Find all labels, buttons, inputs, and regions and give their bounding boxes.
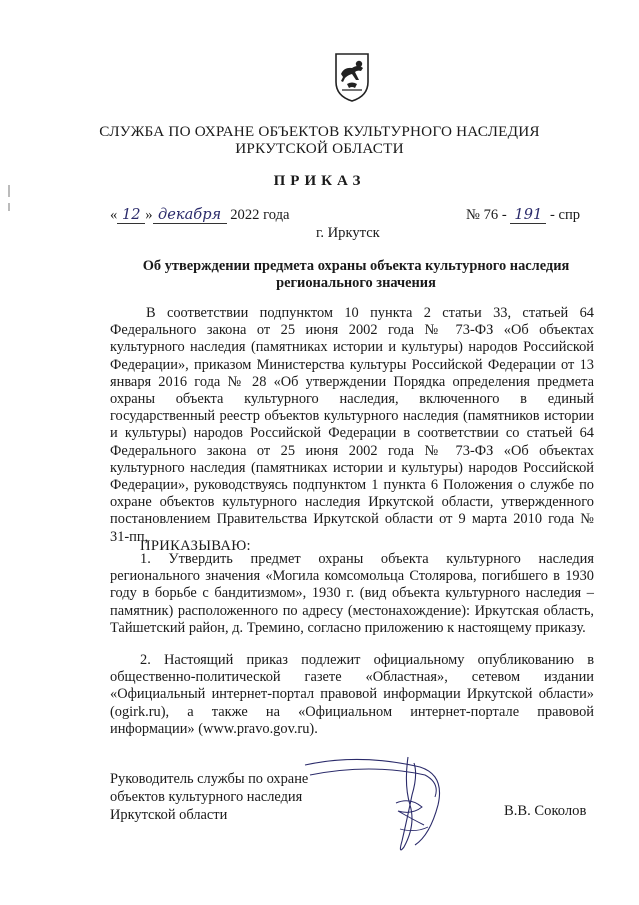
- document-number: [466, 206, 580, 224]
- title-line2: регионального значения: [276, 275, 436, 291]
- document-title: [0, 258, 639, 292]
- position-line2: объектов культурного наследия: [110, 789, 303, 805]
- position-line1: Руководитель службы по охране: [110, 771, 309, 787]
- order-directive: ПРИКАЗЫВАЮ:: [140, 538, 251, 554]
- number-suffix: - спр: [550, 207, 581, 223]
- date-open-quote: «: [110, 207, 118, 223]
- signer-name: В.В. Соколов: [504, 803, 587, 819]
- title-line1: Об утверждении предмета охраны объекта культурного наследия: [142, 258, 570, 274]
- date-day: 12: [117, 206, 145, 224]
- handwritten-signature-icon: [300, 745, 450, 860]
- margin-mark: [8, 203, 10, 211]
- date-month: декабря: [153, 206, 227, 224]
- document-type: ПРИКАЗ: [273, 173, 366, 189]
- document-date: [110, 206, 290, 224]
- order-item-2: 2. Настоящий приказ подлежит официальному опубликованию в общественно-политической газете «Областная», сетевом издании «Официальный интернет-портал правовой информации Иркутской области» (ogirk.ru), а также на «Официальном интернет-портале правовой информации» (www.pravo.gov.ru).: [110, 652, 594, 737]
- irkutsk-coat-of-arms-icon: [330, 50, 374, 104]
- number-prefix: № 76 -: [466, 207, 507, 223]
- document-city: г. Иркутск: [316, 225, 380, 241]
- position-line3: Иркутской области: [110, 807, 228, 823]
- date-year: 2022 года: [230, 207, 290, 223]
- agency-name-line1: СЛУЖБА ПО ОХРАНЕ ОБЪЕКТОВ КУЛЬТУРНОГО НАСЛЕДИЯ: [99, 123, 540, 140]
- preamble-paragraph: В соответствии подпунктом 10 пункта 2 статьи 33, статьей 64 Федерального закона от 25 июня 2002 года № 73-ФЗ «Об объектах культурного наследия (памятниках истории и культуры) народов Российской Федерации», приказом Министерства культуры Российской Федерации от 13 января 2016 года № 28 «Об утверждении Порядка определения предмета охраны объекта культурного наследия, включенного в единый государственный реестр объектов культурного наследия (памятников истории и культуры) народов Российской Федерации в соответствии со статьей 64 Федерального закона от 25 июня 2002 года № 73-ФЗ «Об объектах культурного наследия (памятниках истории и культуры) народов Российской Федерации», руководствуясь подпунктом 1 пункта 6 Положения о службе по охране объектов культурного наследия Иркутской области, утвержденного постановлением Правительства Иркутской области от 9 марта 2010 года № 31-пп,: [110, 305, 594, 545]
- number-value: 191: [510, 206, 546, 224]
- date-close-quote: »: [145, 207, 153, 223]
- order-item-1: 1. Утвердить предмет охраны объекта культурного наследия регионального значения «Могила комсомольца Столярова, погибшего в 1930 году в борьбе с бандитизмом», 1930 г. (вид объекта культурного наследия – памятник) расположенного по адресу (местонахождение): Иркутская область, Тайшетский район, д. Тремино, согласно приложению к настоящему приказу.: [110, 551, 594, 636]
- agency-name-line2: ИРКУТСКОЙ ОБЛАСТИ: [235, 140, 404, 157]
